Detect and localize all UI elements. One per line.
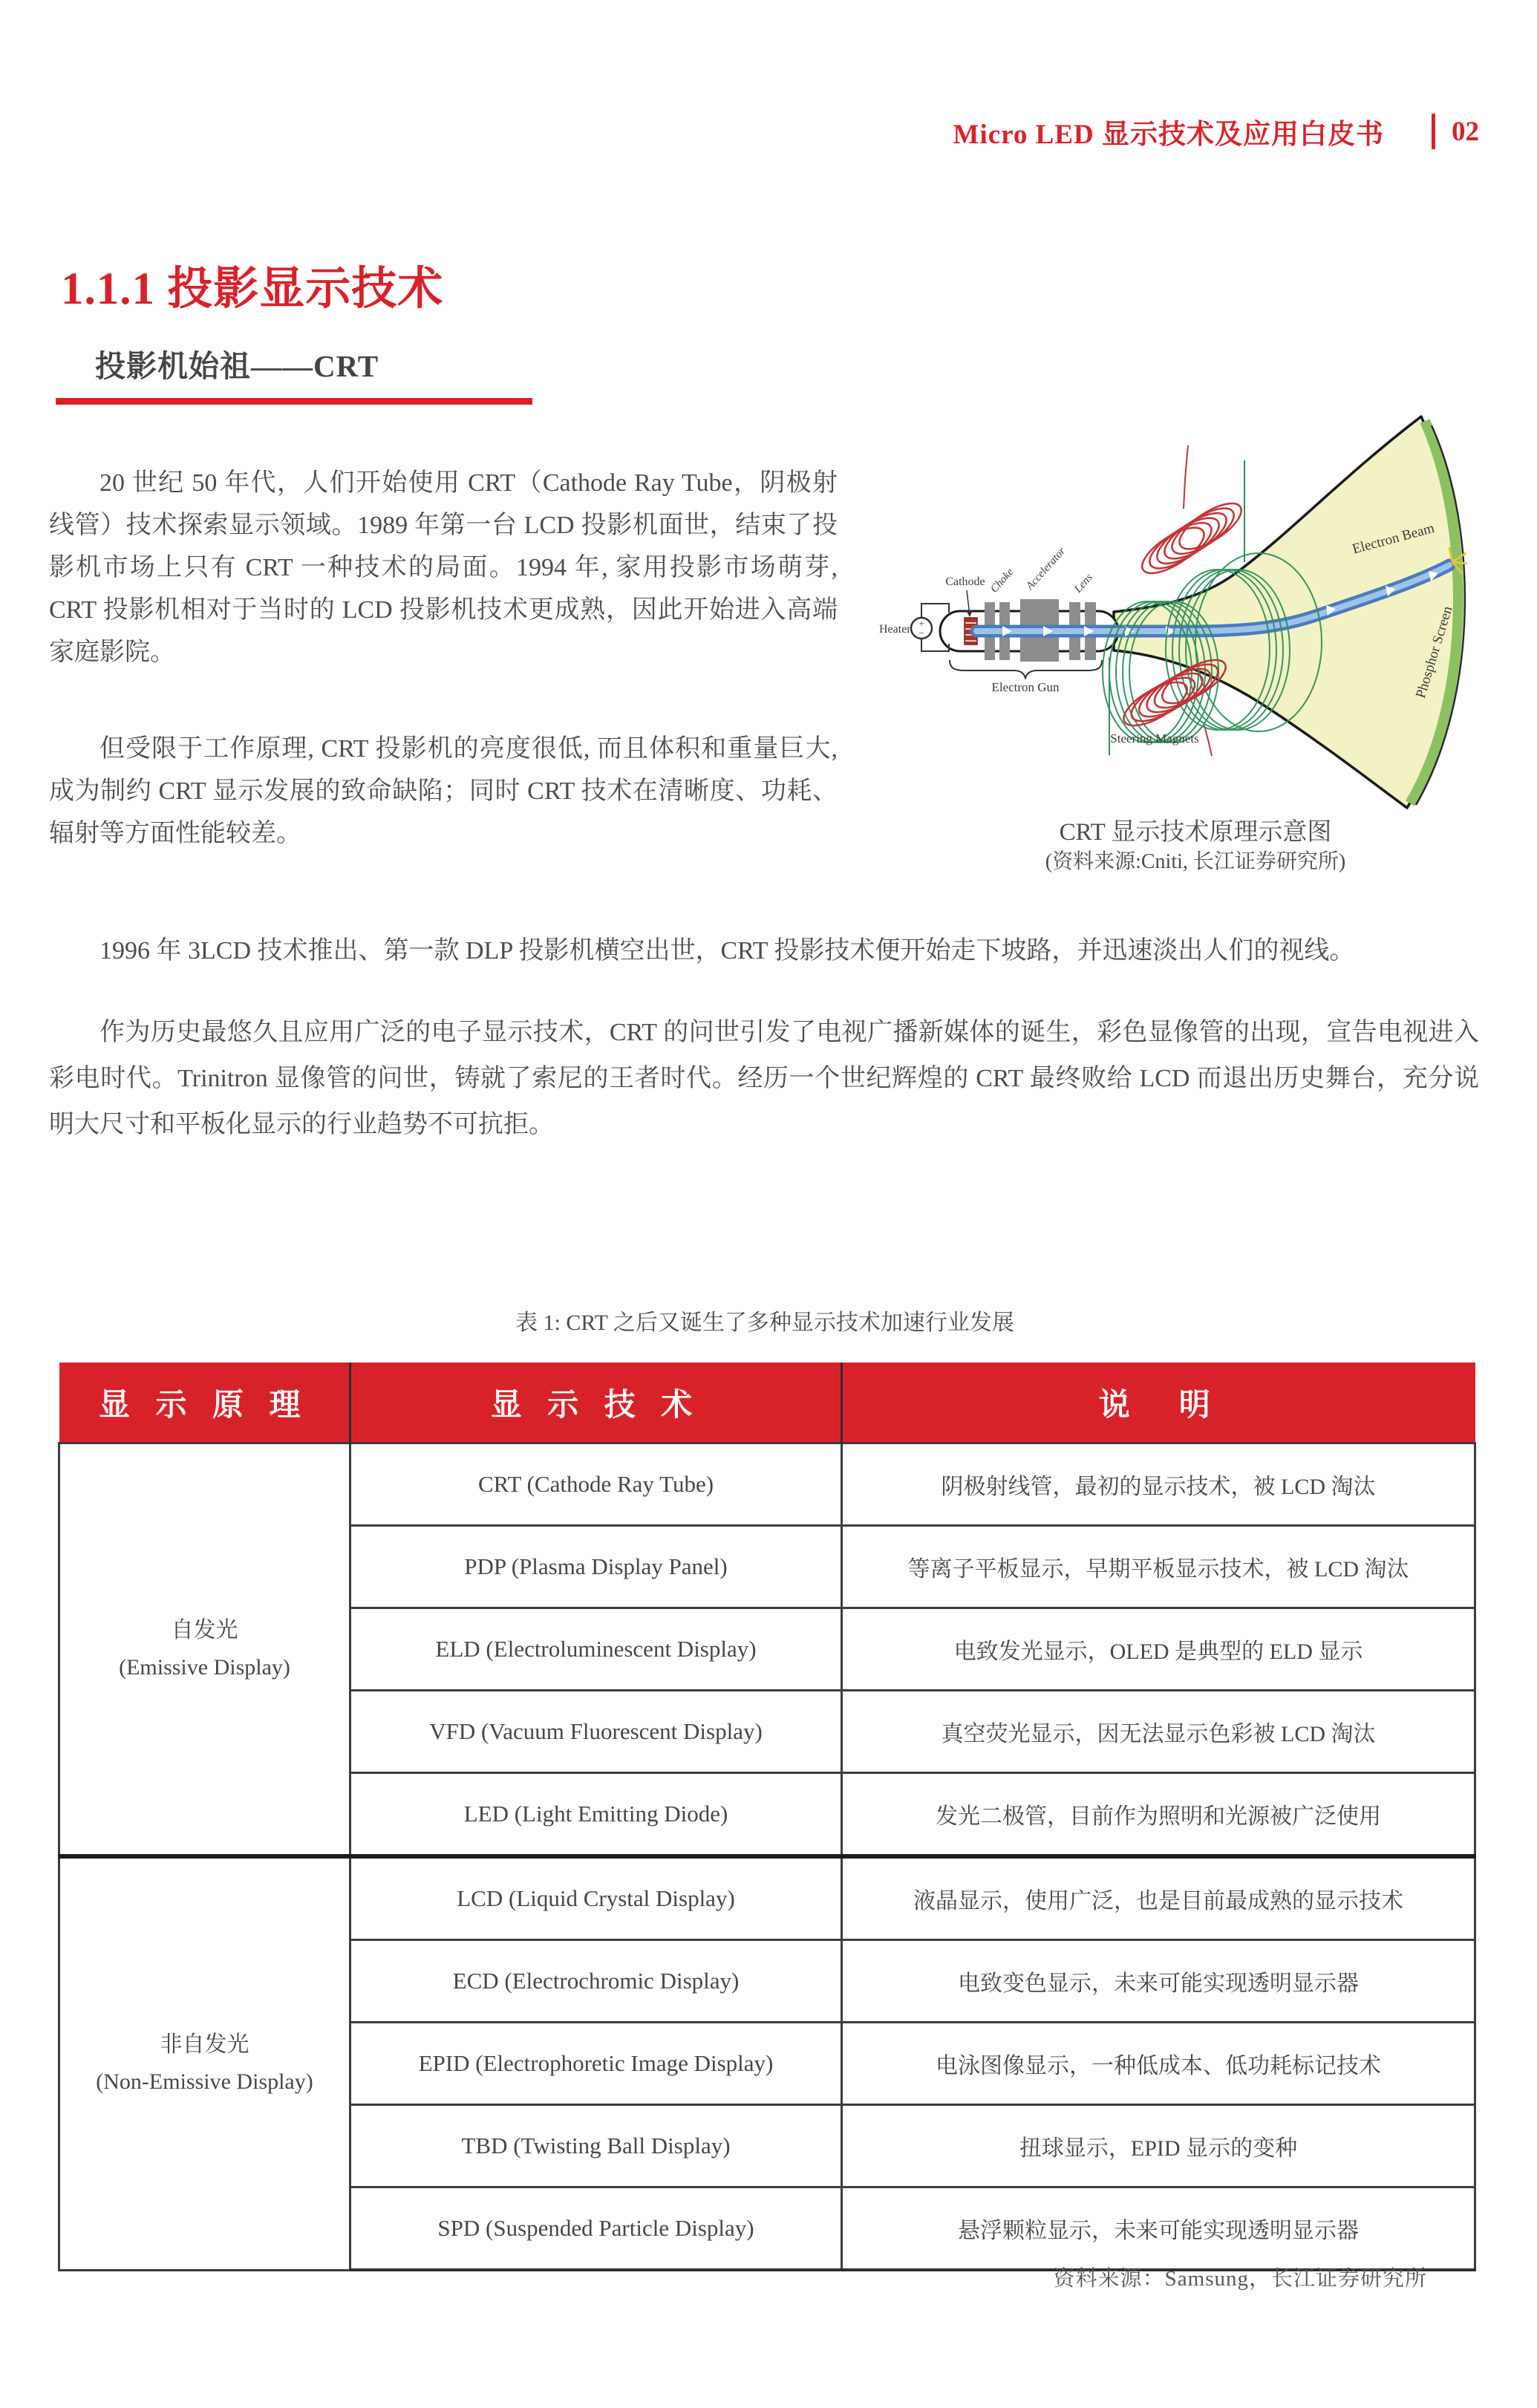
tech-cell: SPD (Suspended Particle Display) [350, 2187, 842, 2271]
tech-cell: VFD (Vacuum Fluorescent Display) [350, 1691, 842, 1773]
tech-cell: PDP (Plasma Display Panel) [350, 1526, 842, 1608]
table-row [59, 1443, 1475, 1526]
phosphor-screen-label: Phosphor Screen [1412, 604, 1456, 700]
table-row [59, 1856, 1475, 1940]
desc-cell: 电致变色显示，未来可能实现透明显示器 [842, 1940, 1475, 2023]
subsection-title: 投影机始祖——CRT [95, 349, 379, 383]
tech-cell: ELD (Electroluminescent Display) [350, 1608, 842, 1691]
electron-beam-label: Electron Beam [1351, 520, 1437, 558]
steering-magnet-upper [1135, 495, 1248, 582]
group-cell-non-emissive [59, 1856, 350, 2270]
heater-label: Heater [879, 623, 911, 636]
group-sub: (Non-Emissive Display) [96, 2069, 313, 2095]
paragraph-1: 20 世纪 50 年代，人们开始使用 CRT（Cathode Ray Tube，阴极射线管）技术探索显示领域。1989 年第一台 LCD 投影机面世，结束了投影机市场上只有 CRT 一种技术的局面。1994 年, 家用投影市场萌芽, CRT 投影机相对于当时的 LCD 投影机技术更成熟，因此开始进入高端家庭影院。 [49, 469, 838, 666]
figure-caption [854, 817, 1537, 876]
page-number: 02 [1452, 116, 1479, 147]
desc-cell: 电致发光显示，OLED 是典型的 ELD 显示 [842, 1608, 1475, 1691]
lens-label: Lens [1072, 571, 1095, 596]
tech-cell: LCD (Liquid Crystal Display) [350, 1856, 842, 1940]
header-technology: 显 示 技 术 [350, 1363, 842, 1443]
figure-caption-title: CRT 显示技术原理示意图 [1059, 819, 1332, 846]
desc-cell: 液晶显示，使用广泛，也是目前最成熟的显示技术 [842, 1856, 1475, 1940]
table-title: 表 1: CRT 之后又诞生了多种显示技术加速行业发展 [515, 1311, 1014, 1335]
header-divider [1432, 114, 1435, 149]
group-name: 自发光 [171, 1618, 238, 1642]
table-header-row [59, 1363, 1475, 1443]
desc-cell: 电泳图像显示，一种低成本、低功耗标记技术 [842, 2023, 1475, 2105]
page-header [953, 111, 1479, 151]
desc-cell: 发光二极管，目前作为照明和光源被广泛使用 [842, 1773, 1475, 1857]
steering-magnets-label: Steering Magnets [1110, 731, 1199, 745]
paragraph-2: 但受限于工作原理, CRT 投影机的亮度很低, 而且体积和重量巨大, 成为制约 CRT 显示发展的致命缺陷；同时 CRT 技术在清晰度、功耗、辐射等方面性能较差。 [49, 735, 838, 847]
desc-cell: 扭球显示，EPID 显示的变种 [842, 2105, 1475, 2187]
tech-cell: CRT (Cathode Ray Tube) [350, 1443, 842, 1526]
display-tech-table [58, 1363, 1476, 2271]
heading-underline [56, 398, 532, 405]
electron-gun-brace [950, 660, 1102, 678]
electron-gun-label: Electron Gun [991, 680, 1060, 694]
accelerator-label: Accelerator [1024, 545, 1068, 593]
paragraph-4: 作为历史最悠久且应用广泛的电子显示技术，CRT 的问世引发了电视广播新媒体的诞生，彩色显像管的出现，宣告电视进入彩电时代。Trinitron 显像管的问世，铸就了索尼的王者时代。经历一个世纪辉煌的 CRT 最终败给 LCD 而退出历史舞台，充分说明大尺寸和平板化显示的行业趋势不可抗拒。 [49, 1019, 1479, 1138]
header-description: 说 明 [842, 1363, 1475, 1443]
header-principle: 显 示 原 理 [59, 1363, 350, 1443]
desc-cell: 真空荧光显示，因无法显示色彩被 LCD 淘汰 [842, 1691, 1475, 1773]
crt-funnel [1114, 417, 1457, 808]
desc-cell: 悬浮颗粒显示，未来可能实现透明显示器 [842, 2187, 1475, 2271]
group-sub: (Emissive Display) [119, 1655, 290, 1680]
doc-title: Micro LED 显示技术及应用白皮书 [953, 120, 1384, 150]
cathode-label: Cathode [945, 575, 985, 588]
figure-caption-source: (资料来源:Cniti, 长江证券研究所) [1045, 850, 1346, 873]
paragraph-3: 1996 年 3LCD 技术推出、第一款 DLP 投影机横空出世，CRT 投影技术便开始走下坡路，并迅速淡出人们的视线。 [99, 937, 1355, 965]
svg-text:−: − [918, 627, 924, 639]
tech-cell: ECD (Electrochromic Display) [350, 1940, 842, 2023]
desc-cell: 阴极射线管，最初的显示技术，被 LCD 淘汰 [842, 1443, 1475, 1526]
group-name: 非自发光 [160, 2032, 249, 2058]
table-source: 资料来源：Samsung，长江证券研究所 [1053, 2267, 1427, 2291]
group-cell-emissive [59, 1443, 350, 1857]
choke-label: Choke [988, 566, 1016, 596]
tech-cell: LED (Light Emitting Diode) [350, 1773, 842, 1857]
tech-cell: EPID (Electrophoretic Image Display) [350, 2023, 842, 2105]
crt-diagram [854, 405, 1537, 820]
desc-cell: 等离子平板显示，早期平板显示技术，被 LCD 淘汰 [842, 1526, 1475, 1608]
tech-cell: TBD (Twisting Ball Display) [350, 2105, 842, 2187]
svg-text:+: + [918, 618, 924, 629]
section-title: 1.1.1 投影显示技术 [61, 264, 444, 314]
